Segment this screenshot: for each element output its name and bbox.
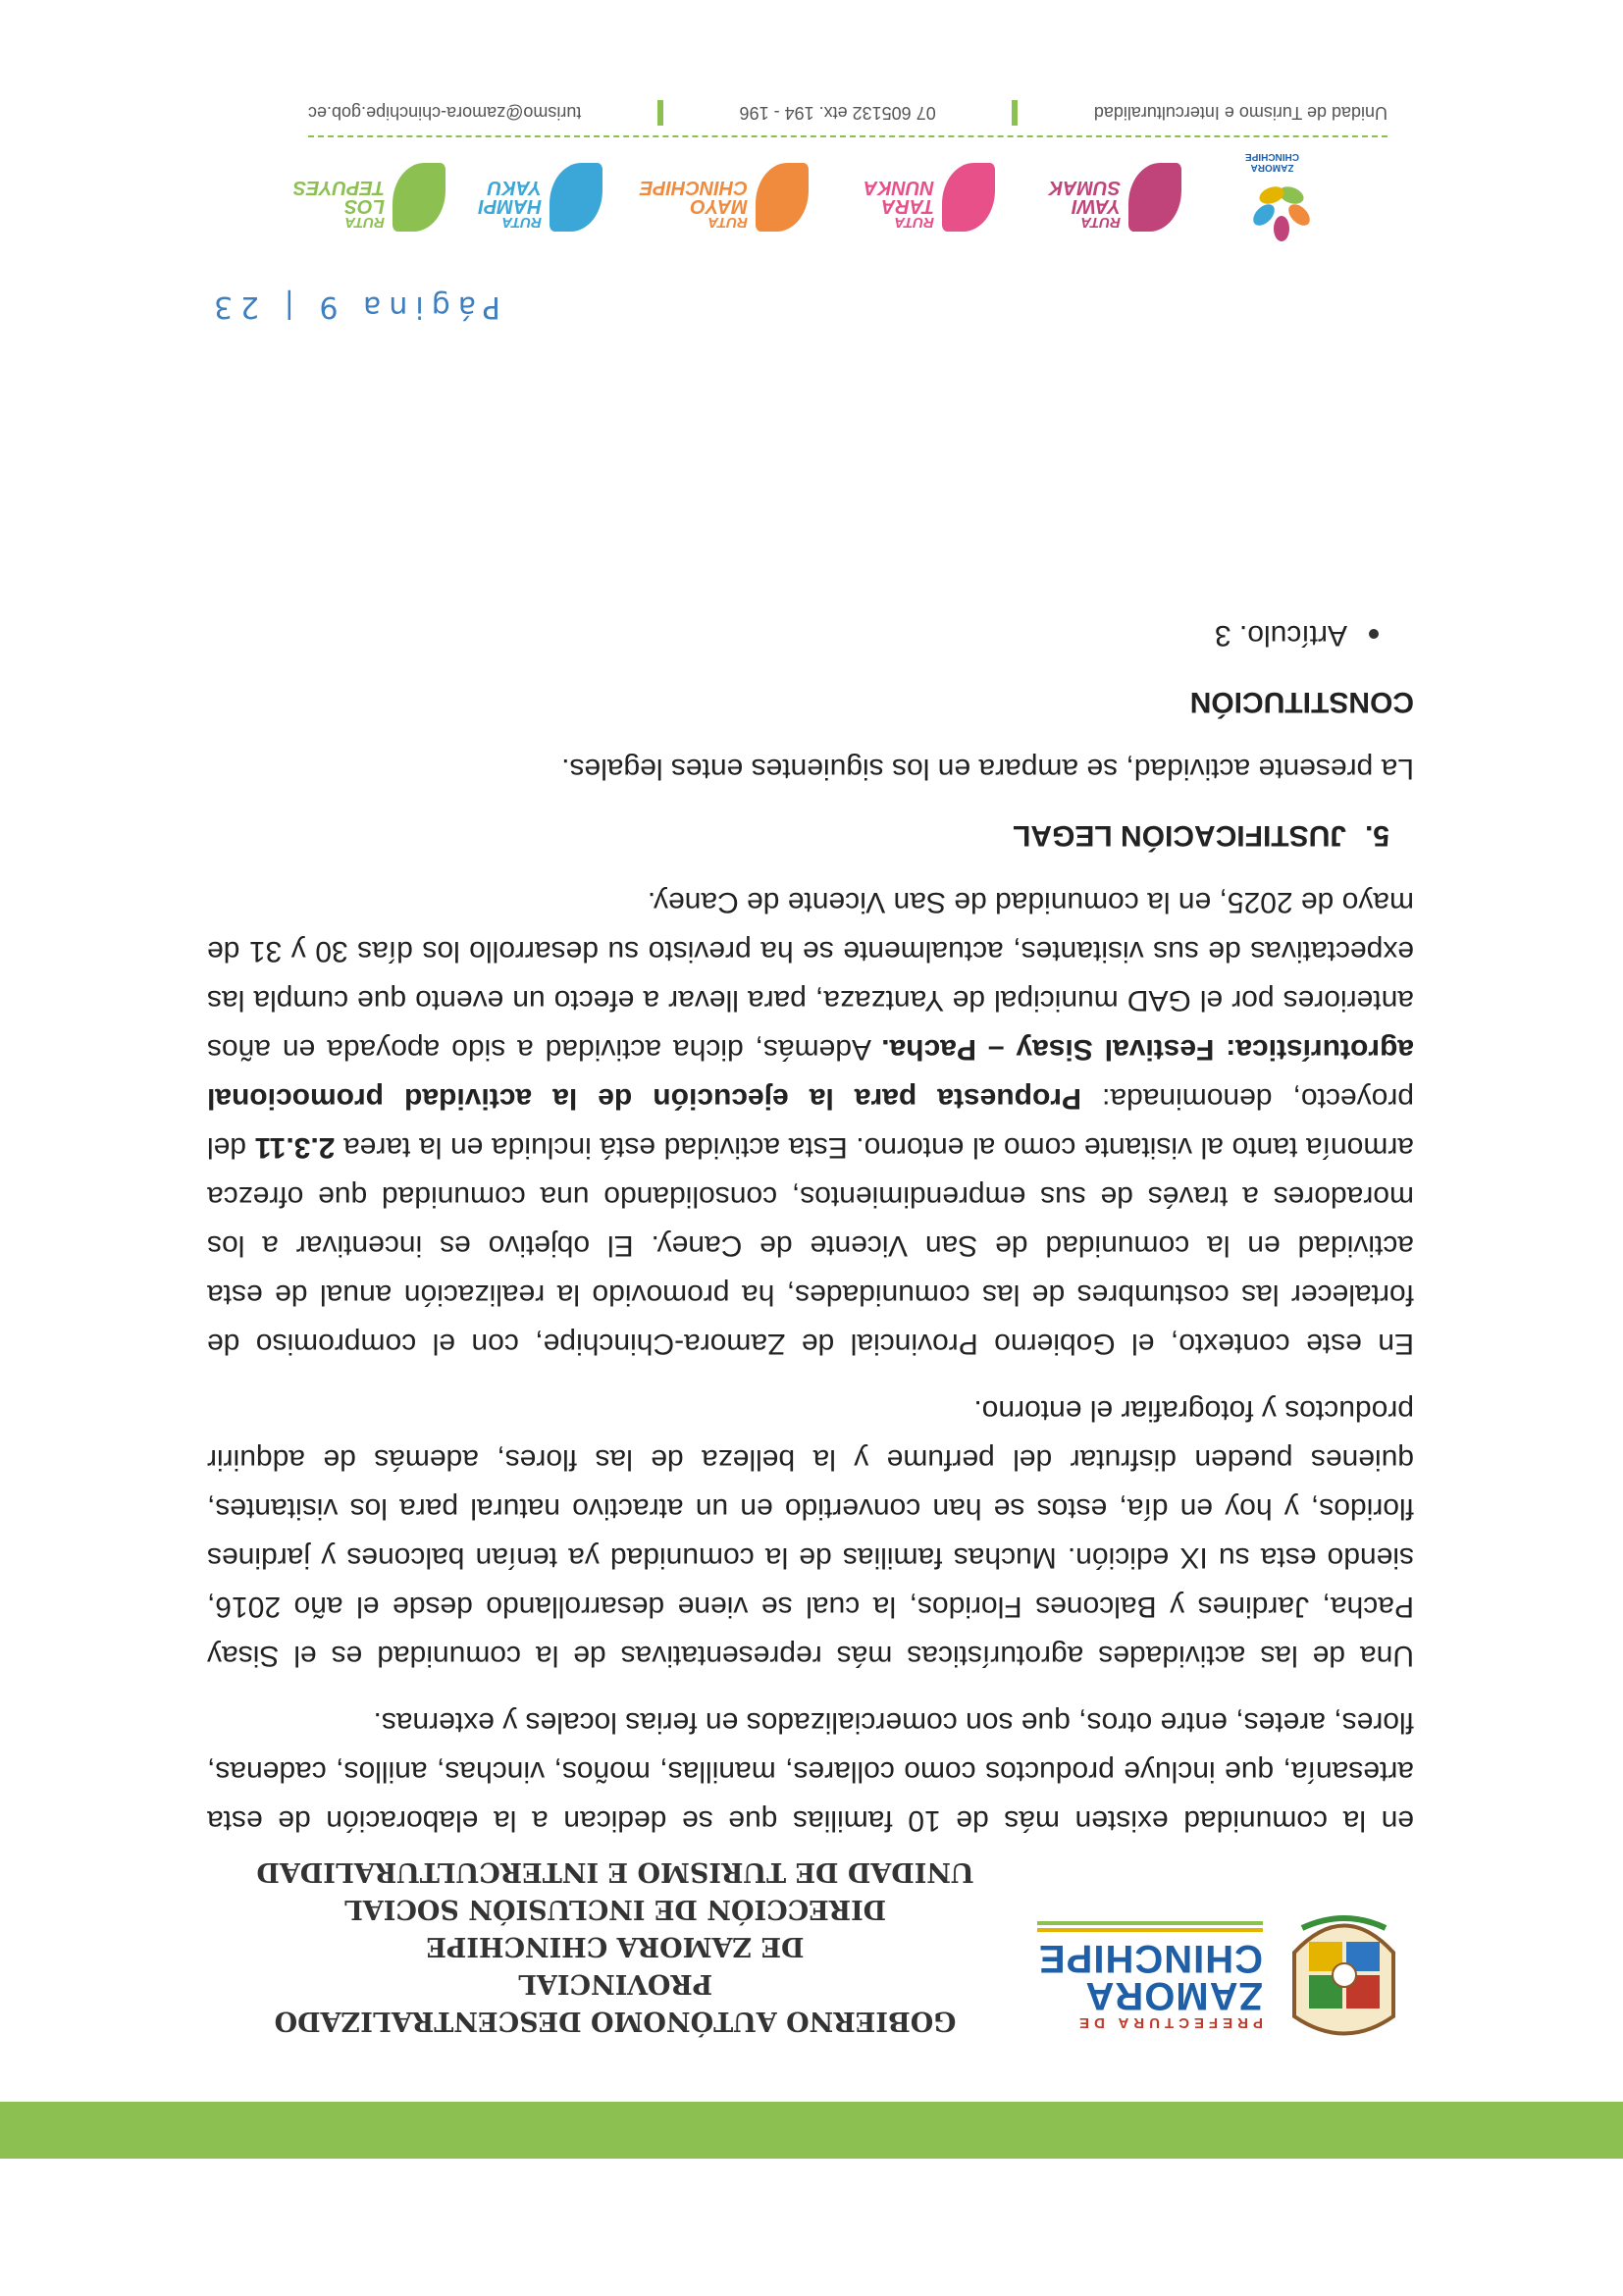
contexto-text-c: Además, dicha actividad a sido apoyada en años anteriores por el GAD municipal de Yantzaza, para llevar a efecto un evento que cumpla las expectativas de sus visitantes, actualmente se ha previsto su desarrollo los días 30 y 31 de mayo de 2025, en la comunidad de San Vicente de Caney. bbox=[207, 886, 1414, 1066]
task-number: 2.3.11 bbox=[254, 1131, 336, 1164]
route-prefix: RUTA bbox=[894, 214, 934, 231]
paragraph-contexto bbox=[207, 877, 1414, 1368]
leaf-icon bbox=[756, 163, 809, 232]
leaf-icon bbox=[393, 163, 445, 232]
route-name: YAWI SUMAK bbox=[1048, 177, 1121, 217]
route-hampi-yaku bbox=[455, 147, 602, 245]
institution-line-1: GOBIERNO AUTÓNOMO DESCENTRALIZADO PROVINCIAL bbox=[274, 1968, 957, 2036]
leaf-icon bbox=[1128, 163, 1181, 232]
logo-line-2: CHINCHIPE bbox=[1037, 1937, 1263, 1980]
section-number: 5. bbox=[1364, 819, 1389, 852]
section-title-text: JUSTIFICACIÓN LEGAL bbox=[1012, 819, 1346, 852]
route-prefix: RUTA bbox=[344, 214, 385, 231]
footer-contact bbox=[308, 100, 1387, 126]
zamora-chinchipe-logo bbox=[1240, 147, 1319, 245]
provincial-crest-icon bbox=[1283, 1904, 1405, 2046]
leaf-icon bbox=[550, 163, 602, 232]
contexto-text-b: del proyecto, denominada: bbox=[207, 1082, 1414, 1164]
route-yawi-sumak bbox=[1034, 147, 1181, 245]
footer-separator bbox=[1012, 100, 1018, 126]
footer-email[interactable]: turismo@zamora-chinchipe.gob.ec bbox=[308, 103, 582, 124]
route-name: TARA NUNKA bbox=[863, 177, 934, 217]
route-los-tepuyes bbox=[292, 147, 445, 245]
leaf-icon bbox=[942, 163, 995, 232]
letterhead bbox=[208, 1854, 1405, 2051]
route-name: LOS TEPUYES bbox=[292, 177, 385, 217]
bullet-dot-icon bbox=[1369, 629, 1379, 639]
section-heading-justificacion bbox=[207, 810, 1389, 860]
activity-name: Propuesta para la ejecución de la actividad promocional agroturística: Festival Sisay – Pacha. bbox=[207, 1033, 1414, 1115]
institution-name bbox=[208, 1852, 1022, 2039]
route-prefix: RUTA bbox=[501, 214, 542, 231]
route-name: HAMPI YAKU bbox=[478, 177, 542, 217]
paragraph-entes-legales: La presente actividad, se ampara en los siguientes entes legales. bbox=[561, 753, 1414, 785]
paragraph-artesania: en la comunidad existen más de 10 familias que se dedican a la elaboración de esta artesanía, que incluye productos como collares, manillas, moños, vinchas, anillos, cadenas, flores, aretes, entre otros, que son comercializados en ferias locales y externas. bbox=[207, 1706, 1414, 1837]
route-tara-nunka bbox=[848, 147, 995, 245]
footer-phone: 07 605132 etx. 194 - 196 bbox=[739, 103, 936, 124]
logo-small-text: PREFECTURA DE bbox=[1074, 2014, 1263, 2031]
footer-separator bbox=[657, 100, 663, 126]
route-name: MAYO CHINCHIPE bbox=[639, 177, 748, 217]
subheading-constitucion: CONSTITUCIÓN bbox=[1189, 686, 1414, 718]
footer-divider bbox=[308, 135, 1387, 137]
zc-label: ZAMORA CHINCHIPE bbox=[1245, 151, 1300, 173]
logo-stripes bbox=[1037, 1921, 1263, 1932]
route-mayo-chinchipe bbox=[639, 147, 809, 245]
prefectura-logo bbox=[1037, 1918, 1263, 2031]
bullet-text: Artículo. 3 bbox=[1214, 619, 1347, 652]
page-number: Página 9 | 23 bbox=[206, 289, 500, 324]
institution-line-3: DIRECCIÓN DE INCLUSIÓN SOCIAL bbox=[343, 1894, 887, 1924]
document-body bbox=[207, 610, 1414, 1845]
route-prefix: RUTA bbox=[1080, 214, 1121, 231]
footer-unit: Unidad de Turismo e Interculturalidad bbox=[1093, 103, 1387, 124]
footer-route-logos bbox=[288, 137, 1319, 245]
top-green-bar bbox=[0, 2102, 1623, 2159]
institution-line-2: DE ZAMORA CHINCHIPE bbox=[426, 1931, 805, 1961]
paragraph-sisay-pacha: Una de las actividades agroturísticas más representativas de la comunidad es el Sisay Pacha, Jardines y Balcones Floridos, la cual se viene desarrollando desde el año 2016, siendo esta su IX edición. Muchas familias de la comunidad ya tenían balcones y jardines floridos, y hoy en día, estos se han convertido en un atractivo natural para los visitantes, quienes pueden disfrutar del perfume y la belleza de las flores, además de adquirir productos y fotografiar el entorno. bbox=[207, 1394, 1414, 1672]
bullet-articulo bbox=[207, 610, 1379, 659]
route-prefix: RUTA bbox=[707, 214, 748, 231]
logo-line-1: ZAMORA bbox=[1084, 1974, 1263, 2017]
institution-line-4: UNIDAD DE TURISMO E INTERCULTURALIDAD bbox=[256, 1856, 974, 1887]
contexto-text-a: En este contexto, el Gobierno Provincial de Zamora-Chinchipe, con el compromiso de fortalecer las costumbres de las comunidades, ha promovido la realización anual de esta actividad en la comunidad de San Vicente de Caney. El objetivo es incentivar a los moradores a través de sus emprendimientos, consolidando una comunidad que ofrezca armonía tanto al visitante como al entorno. Esta actividad está incluida en la tarea bbox=[207, 1131, 1414, 1360]
